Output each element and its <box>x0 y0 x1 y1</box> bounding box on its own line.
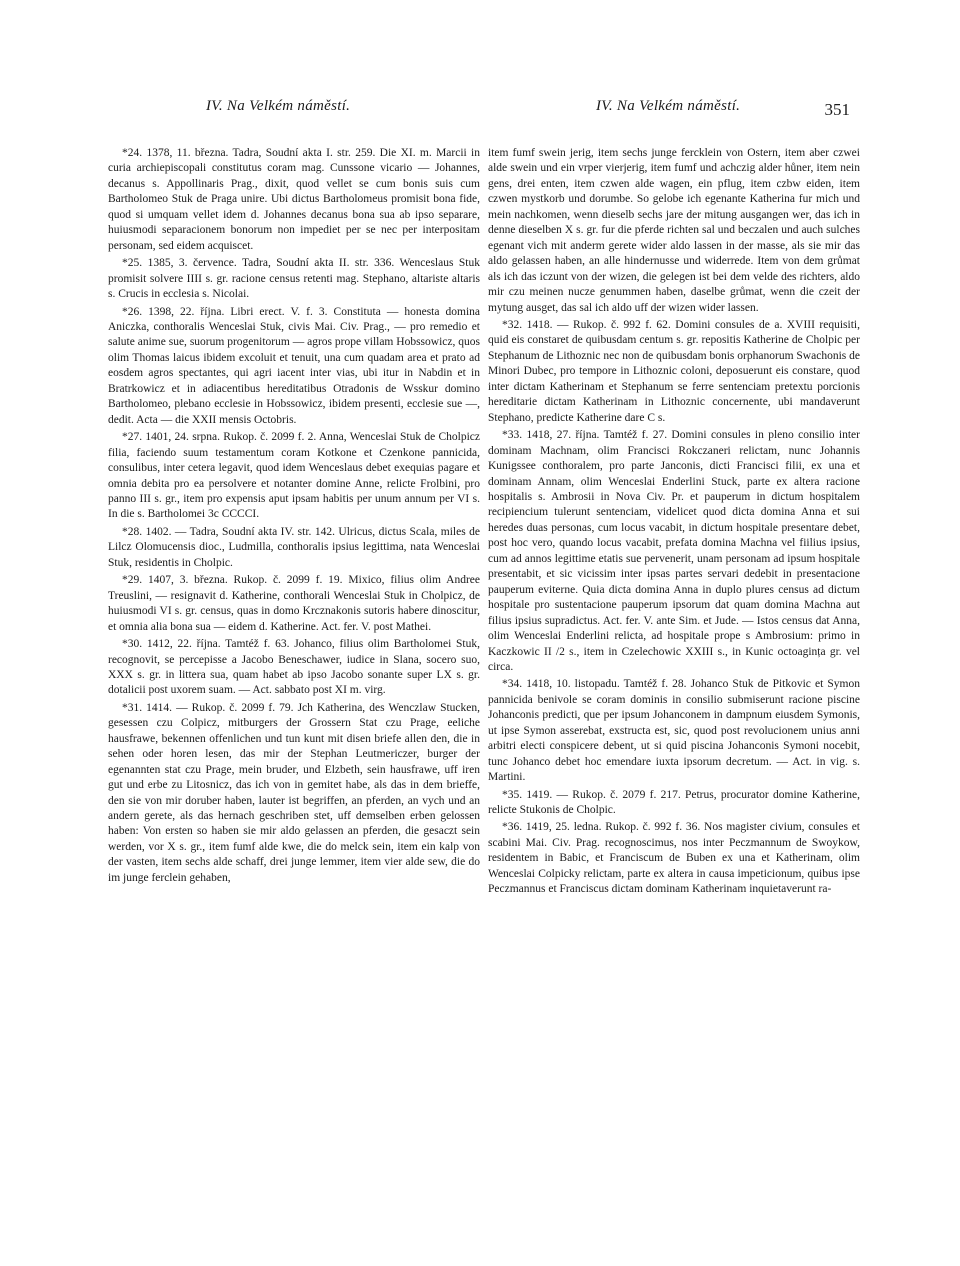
running-head-left: IV. Na Velkém náměstí. <box>206 98 351 114</box>
page-number: 351 <box>824 100 850 119</box>
entry-32: *32. 1418. — Rukop. č. 992 f. 62. Domini consules de a. XVIII requisiti, quid eis constaret de quibusdam centum s. gr. repositis Katherine de Cholpic per Stephanum de Lithoznic nec non de quibusdam bonis orphanorum Swachonis de Minori Dubec, pro tempore in Lithoznic coloni, deposuerunt eis constare, quod inter dictam Katherinam et Stephanum se ferre sentenciam pretextu porcionis hereditarie dictam Katherinam in Lithoznic concernente, ubi mandaverunt Stephano, predicte Katherine dare C s. <box>488 318 860 424</box>
entry-31: *31. 1414. — Rukop. č. 2099 f. 79. Jch Katherina, des Wenczlaw Stucken, gesessen czu Colpicz, mitburgers der Grossern Stat czu Prage, eeliche hausfrawe, bekennen offenlichen und tun kunt mit disen briefe allen den, die in sehen oder horen lesen, das mir der Stephan Leutmericzer, burger der egenannten stat czu Prage, mein bruder, und Elzbeth, sein hausfrawe, uff iren gut und erbe zu Litosnicz, das ich von in gemitet habe, als das in dem brieffe, den sie von mir doruber haben, lauter ist begriffen, an pferden, an vych und an andern gerete, als das hernach geschriben stet, uff demselben erben gelossen haben: Von ersten so haben sie mir aldo gelassen an pferden, die gesaczt sein werden, vor X s. gr., item fumf alde kwe, die do melck sein, item ein kalp von der vasten, item sechs alde schaff, drei junge lemmer, item vier alde sew, die do im junge ferclein gehaben, <box>108 701 480 884</box>
entry-31-continued: item fumf swein jerig, item sechs junge fercklein von Ostern, item aber czwei alde swein und ein vrper vierjerig, item fumf und achczig alder hůner, item nein gens, drei enten, item czwen alde wagen, ein pflug, item czbw eiden, item czwen mystkorb und dorumbe. So gelobe ich egenante Katherina fur mich und mein nachkomen, wenn dieselb sechs jare der mitung ausgangen wer, das ich in denne dieselben X s. gr. fur die pferde richten sal und beczalen und auch sulches egenant vich mit anderm gerete wider aldo lassen in der masse, als sie mir das aldo gelassen haben, an alle hindernusse und widerrede. Item von dem grůmat als ich das iczunt von der wizen, die gelegen ist bei dem velde des richters, aldo mir czu meinen nucze genummen haben, daselbe grůmat, wenn die czeit der mytung ausget, das sal ich aldo uff der wizen wider lassen. <box>488 147 860 314</box>
entry-28: *28. 1402. — Tadra, Soudní akta IV. str. 142. Ulricus, dictus Scala, miles de Lilcz Olomucensis dioc., Ludmilla, conthoralis ipsius legittima, nata Wenceslai Stuk, residentis in Cholpic. <box>108 525 480 569</box>
entry-35: *35. 1419. — Rukop. č. 2079 f. 217. Petrus, procurator domine Katherine, relicte Stukonis de Cholpic. <box>488 788 860 817</box>
entry-26: *26. 1398, 22. října. Libri erect. V. f. 3. Constituta — honesta domina Aniczka, conthoralis Wenceslai Stuk, civis Mai. Civ. Prag., — pro remedio et salute anime sue, suorum progenitorum — agros prope villam Hobssowicz, quos olim Thomas laicus ibidem excoluit et tenuit, una cum quadam area et prato ad eosdem agros spectantes, qui agri iacent inter vias, ubi itur in Nabdin et in Bratrkowicz et in adiacentibus hereditatibus Otradonis de Wsskur domino Bartholomeo, plebano ecclesie in Hobssowicz, ibidem presenti, ecclesie sue —, dedit. Acta — die XXII mensis Octobris. <box>108 305 480 426</box>
entry-33: *33. 1418, 27. října. Tamtéž f. 27. Domini consules in pleno consilio inter dominam Machnam, olim Francisci Rokczaneri relictam, nunc Johannis Kunigssee conthoralem, pro parte Janconis, dicti Francisci filii, ex una et dominam Annam, olim Wenceslai Enderlini Stuck, parte ex altera racione hospitalis s. Ambrosii in Nova Civ. Pr. et pauperum in dictum hospitalem recipiencium tulerunt sentenciam, videlicet quod dicta domina Anna et sui heredes duas personas, cum locus vacabit, in dictum hospitale presentare debet, post hoc vero, quando locus vacabit, prefata domina Machna vel fiilius ipsius, cum ad annos legittime etatis sue pervenerit, unam personam ad ipsum hospitale presentabit, et sic vicissim inter ipsas partes servari dedebit in presentacione pauperum eviterne. Quia dicta domina Anna in duplo plures census ad dictum hospitale pro sustentacione pauperum ipsorum dat quam domina Machna aut filius ipsius supradictus. Act. fer. V. ante Sim. et Jude. — Istos census dat Anna, olim Wenceslai Enderlini relicta, ad hospitale prope s Ambrosium: primo in Kaczkowic II /2 s., item in Czelechowic XXIII s., in Kunic octoagința gr. vel circa. <box>488 429 860 673</box>
entry-24: *24. 1378, 11. března. Tadra, Soudní akta I. str. 259. Die XI. m. Marcii in curia archiepiscopali constitutus coram mag. Cunssone vicario — Johannes, decanus s. Appollinaris Prag., dixit, quod vellet se cum bonis suis cum Bartholomeo Stuk de Praga unire. Ubi dictus Bartholomeus promisit bona fide, quod si umquam vellet idem d. Johannes decanus bona sua ab ipso separare, huiusmodi separacionem bonorum non impediet per se nec per interpositam personam, sed eidem acquiscet. <box>108 147 480 252</box>
entry-34: *34. 1418, 10. listopadu. Tamtéž f. 28. Johanco Stuk de Pitkovic et Symon pannicida benivole se coram dominis in consilio submiserunt racione piscine Johanconis predicti, que per ipsum Johanconem in dampnum eiusdem Symonis, ut ipse Symon asserebat, exstructa est, sic, quod post revolucionem unius anni arbitri electi conspicere debent, ut si quid piscina Johanconis Symoni nocebit, tunc Johanco debet hoc emendare iuxta ipsorum decretum. — Act. in vig. s. Martini. <box>488 678 860 784</box>
entry-30: *30. 1412, 22. října. Tamtéž f. 63. Johanco, filius olim Bartholomei Stuk, recognovit, se percepisse a Jacobo Beneschawer, iudice in Slana, socero suo, XXX s. gr. in littera sua, quam habet ab ipso Jacobo sonante super LX s. gr. dotalicii post uxorem suam. — Act. sabbato post XI m. virg. <box>108 638 480 697</box>
running-head-right: IV. Na Velkém náměstí. <box>596 98 741 114</box>
right-column <box>488 146 860 900</box>
left-column <box>108 146 480 888</box>
entry-29: *29. 1407, 3. března. Rukop. č. 2099 f. 19. Mixico, filius olim Andree Treuslini, — resignavit d. Katherine, conthorali Wenceslai Stuk in Cholpicz, de huiusmodi VI s. gr. census, quas in domo Krcznakonis sutoris habere dinoscitur, et omnia alia bona sua — eidem d. Katherine. Act. fer. V. post Mathei. <box>108 574 480 633</box>
entry-27: *27. 1401, 24. srpna. Rukop. č. 2099 f. 2. Anna, Wenceslai Stuk de Cholpicz filia, faciendo suum testamentum coram Kotkone et Czenkone pannicida, consulibus, inter cetera legavit, quod idem Wenceslaus debet exequias pagare et omnia debita pro ea persolvere et notanter domine Anne, relicte Frolbini, pro panno III s. gr., item pro expensis aput ipsam habitis per unum annum per VI s. In die s. Bartholomei 3c CCCCI. <box>108 431 480 521</box>
entry-36: *36. 1419, 25. ledna. Rukop. č. 992 f. 36. Nos magister civium, consules et scabini Mai. Civ. Prag. recognoscimus, nos inter Peczmannum de Swoykow, residentem in Babic, et Franciscum de Buben ex una et Katherinam, olim Wenceslai Colpicky relictam, parte ex altera in causa impeticionum, quibus ipse Peczmannus et Franciscus dictam dominam Katherinam inquietaverunt ra- <box>488 821 860 896</box>
entry-25: *25. 1385, 3. července. Tadra, Soudní akta II. str. 336. Wenceslaus Stuk promisit solvere IIII s. gr. racione census retenti mag. Stephano, altariste altaris s. Crucis in ecclesia s. Nicolai. <box>108 257 480 301</box>
